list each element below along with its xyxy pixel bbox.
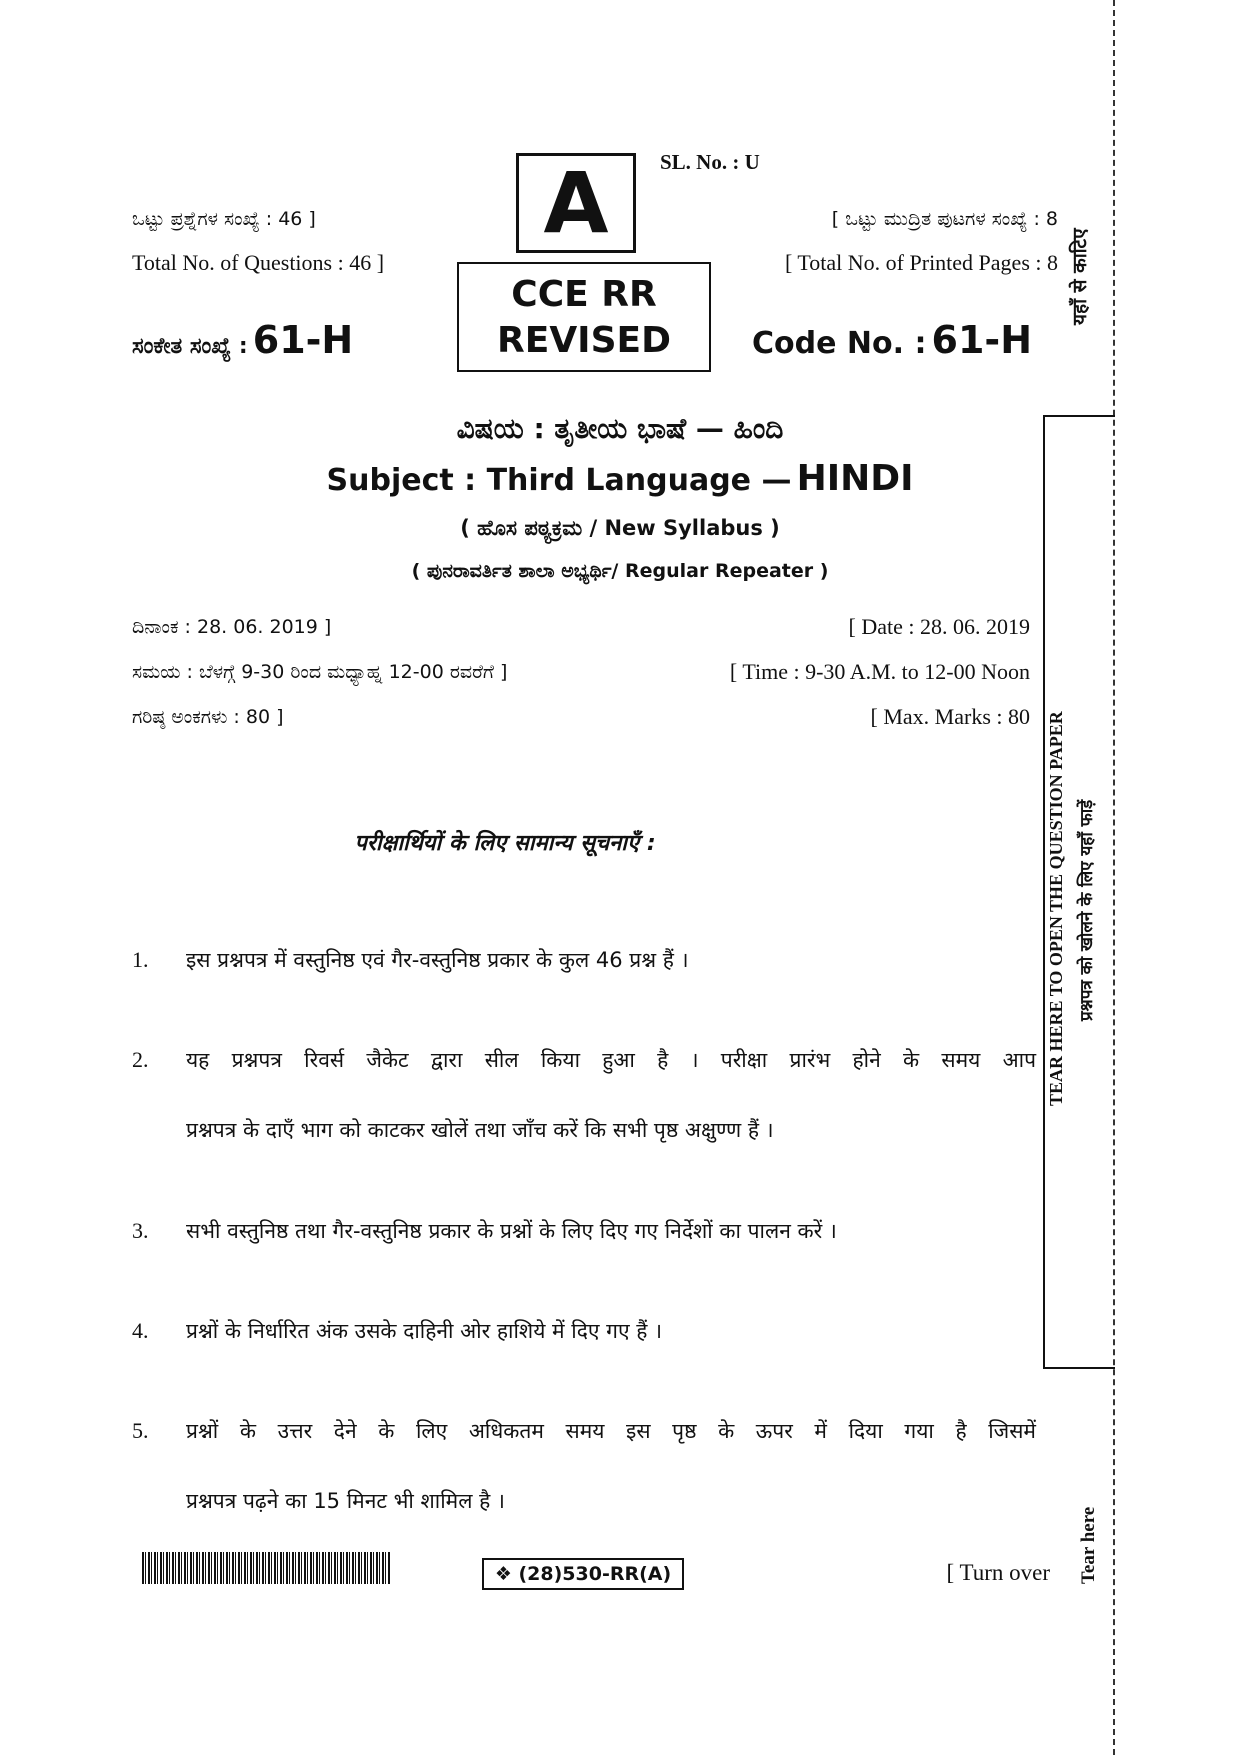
instruction-number: 4.	[132, 1318, 149, 1343]
tear-here-hindi: प्रश्नपत्र को खोलने के लिए यहाँ फाड़ें	[1077, 799, 1097, 1021]
code-number-kn	[132, 318, 353, 362]
pages-count-en: [ Total No. of Printed Pages : 8	[784, 250, 1058, 275]
instructions-heading: परीक्षार्थियों के लिए सामान्य सूचनाएँ :	[354, 831, 656, 856]
barcode	[142, 1552, 390, 1584]
instruction-number: 5.	[132, 1418, 149, 1443]
instruction-line: प्रश्नपत्र के दाएँ भाग को काटकर खोलें तथा जाँच करें कि सभी पृष्ठ अक्षुण्ण हैं ।	[186, 1118, 774, 1142]
paper-code-box: ❖ (28)530-RR(A)	[482, 1558, 684, 1590]
date-kn: ದಿನಾಂಕ : 28. 06. 2019 ]	[132, 616, 332, 638]
tear-here-english: TEAR HERE TO OPEN THE QUESTION PAPER	[1046, 711, 1066, 1107]
cce-rr-revised-box	[457, 262, 711, 372]
tear-here-bottom: Tear here	[1078, 1506, 1099, 1584]
subject-en-main: HINDI	[796, 458, 914, 499]
marks-en: [ Max. Marks : 80	[870, 704, 1030, 729]
instruction-line: प्रश्नों के उत्तर देने के लिए अधिकतम समय इस पृष्ठ के ऊपर में दिया गया है जिसमें	[186, 1419, 1036, 1443]
instruction-number: 3.	[132, 1218, 149, 1243]
code-label-en: Code No. :	[752, 326, 927, 361]
cce-line2: REVISED	[497, 320, 671, 361]
instruction-number: 1.	[132, 947, 149, 972]
instruction-number: 2.	[132, 1047, 149, 1072]
code-number-en	[752, 318, 1032, 362]
serial-number: SL. No. : U	[660, 150, 760, 174]
questions-count-en: Total No. of Questions : 46 ]	[132, 250, 385, 275]
time-kn: ಸಮಯ : ಬೆಳಗ್ಗೆ 9-30 ರಿಂದ ಮಧ್ಯಾಹ್ನ 12-00 ರವರೆಗೆ ]	[132, 661, 508, 683]
instruction-line: प्रश्नपत्र पढ़ने का 15 मिनट भी शामिल है ।	[186, 1489, 505, 1513]
code-value-kn: 61-H	[252, 318, 354, 362]
code-value-en: 61-H	[931, 318, 1033, 362]
date-en: [ Date : 28. 06. 2019	[848, 614, 1030, 639]
pages-count-kn: [ ಒಟ್ಟು ಮುದ್ರಿತ ಪುಟಗಳ ಸಂಖ್ಯೆ : 8	[831, 208, 1058, 230]
turn-over-label: [ Turn over	[946, 1560, 1050, 1585]
candidate-line: ( ಪುನರಾವರ್ತಿತ ಶಾಲಾ ಅಭ್ಯರ್ಥಿ/ Regular Repeater )	[411, 560, 829, 582]
instruction-line: इस प्रश्नपत्र में वस्तुनिष्ठ एवं गैर-वस्तुनिष्ठ प्रकार के कुल 46 प्रश्न हैं ।	[186, 948, 689, 972]
instruction-line: सभी वस्तुनिष्ठ तथा गैर-वस्तुनिष्ठ प्रकार के प्रश्नों के लिए दिए गए निर्देशों का पालन करें ।	[186, 1219, 837, 1243]
subject-en-prefix: Subject : Third Language —	[326, 463, 792, 498]
time-en: [ Time : 9-30 A.M. to 12-00 Noon	[729, 659, 1030, 684]
instruction-line: प्रश्नों के निर्धारित अंक उसके दाहिनी ओर हाशिये में दिए गए हैं ।	[186, 1319, 663, 1343]
cut-here-hindi: यहाँ से काटिए	[1069, 228, 1091, 326]
cce-line1: CCE RR	[511, 274, 657, 315]
version-letter-box: A	[516, 153, 636, 253]
code-label-kn: ಸಂಕೇತ ಸಂಖ್ಯೆ :	[132, 334, 248, 359]
syllabus-line: ( ಹೊಸ ಪಠ್ಯಕ್ರಮ / New Syllabus )	[460, 516, 780, 540]
questions-count-kn: ಒಟ್ಟು ಪ್ರಶ್ನೆಗಳ ಸಂಖ್ಯೆ : 46 ]	[132, 208, 316, 230]
marks-kn: ಗರಿಷ್ಠ ಅಂಕಗಳು : 80 ]	[132, 706, 284, 728]
subject-kn: ವಿಷಯ : ತೃತೀಯ ಭಾಷೆ — ಹಿಂದಿ	[456, 412, 784, 445]
instruction-line: यह प्रश्नपत्र रिवर्स जैकेट द्वारा सील किया हुआ है । परीक्षा प्रारंभ होने के समय आप	[186, 1048, 1036, 1072]
